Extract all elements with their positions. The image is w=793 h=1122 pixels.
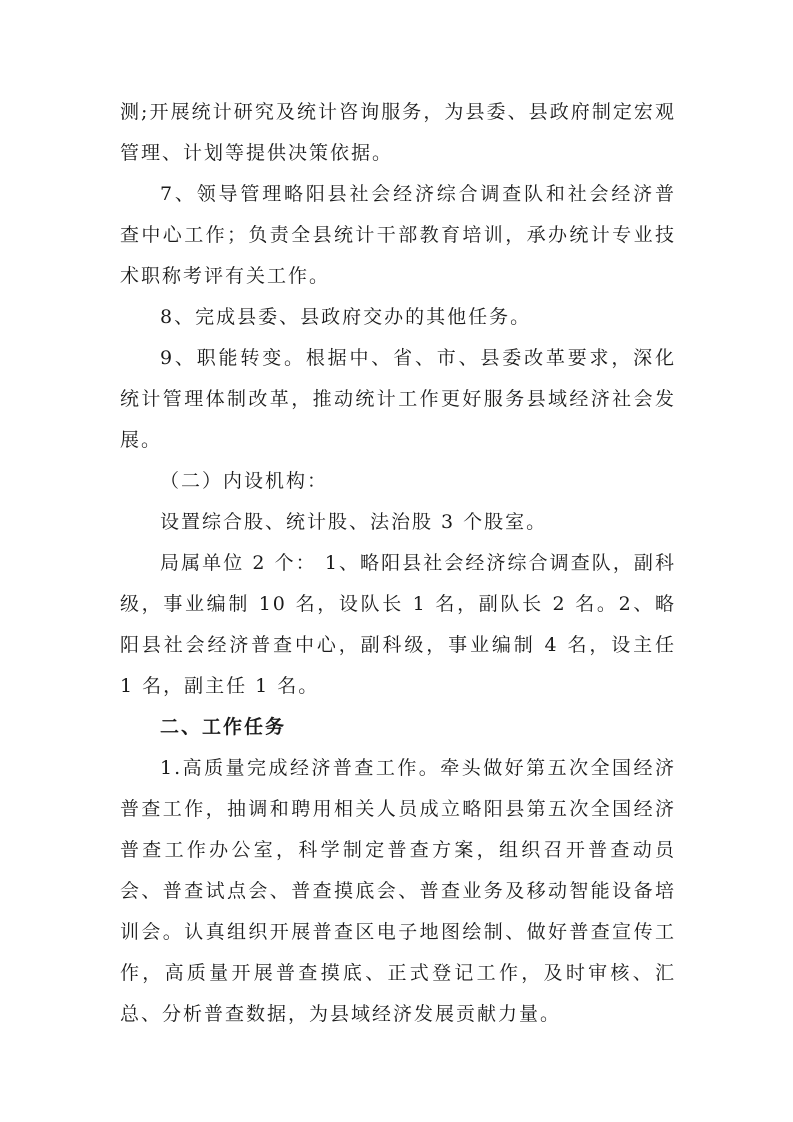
section-heading-work-tasks: 二、工作任务: [160, 716, 287, 738]
subheading-internal-structure: （二）内设机构：: [160, 470, 329, 492]
document-body: [120, 92, 676, 1035]
paragraph-item-8: 8、完成县委、县政府交办的其他任务。: [160, 306, 532, 328]
paragraph-task-1: 1.高质量完成经济普查工作。牵头做好第五次全国经济普查工作，抽调和聘用相关人员成立略阳县第五次全国经济普查工作办公室，科学制定普查方案，组织召开普查动员会、普查试点会、普查摸底会、普查业务及移动智能设备培训会。认真组织开展普查区电子地图绘制、做好普查宣传工作，高质量开展普查摸底、正式登记工作，及时审核、汇总、分析普查数据，为县域经济发展贡献力量。: [120, 757, 676, 1025]
paragraph-item-7: 7、领导管理略阳县社会经济综合调查队和社会经济普查中心工作；负责全县统计干部教育培训，承办统计专业技术职称考评有关工作。: [120, 183, 676, 287]
paragraph-affiliated-units: 局属单位 2 个： 1、略阳县社会经济综合调查队，副科级，事业编制 10 名，设队长 1 名，副队长 2 名。2、略阳县社会经济普查中心，副科级，事业编制 4 名，设主任 1 名，副主任 1 名。: [120, 552, 676, 697]
paragraph-departments: 设置综合股、统计股、法治股 3 个股室。: [160, 511, 548, 533]
paragraph-item-9: 9、职能转变。根据中、省、市、县委改革要求，深化统计管理体制改革，推动统计工作更好服务县域经济社会发展。: [120, 347, 676, 451]
paragraph-continuation: 测;开展统计研究及统计咨询服务，为县委、县政府制定宏观管理、计划等提供决策依据。: [120, 101, 676, 164]
